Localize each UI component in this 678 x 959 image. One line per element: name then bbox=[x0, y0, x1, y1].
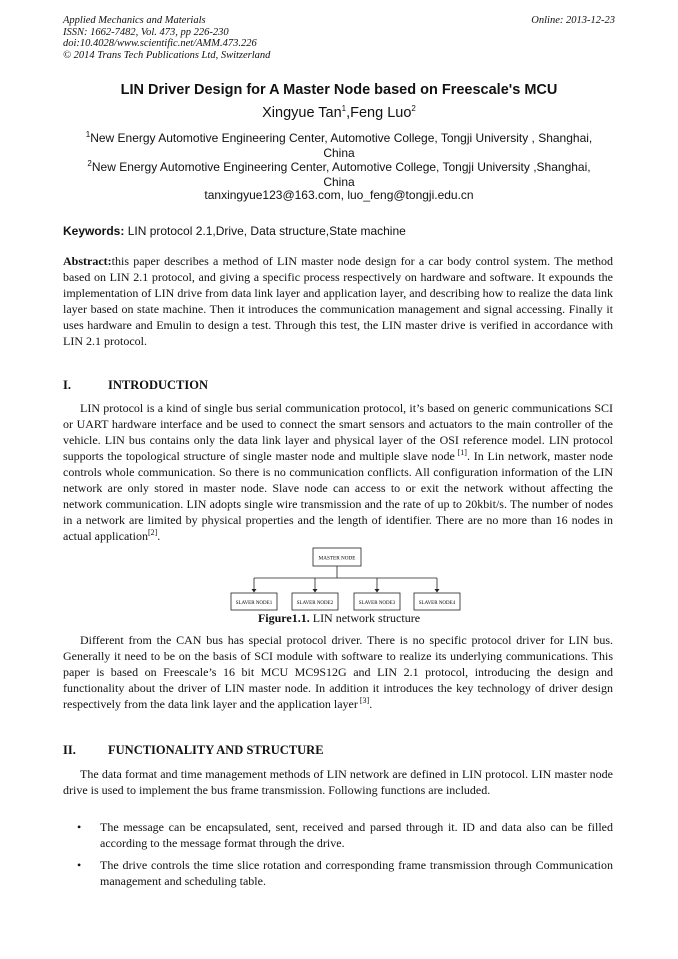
section-1-paragraph-2 bbox=[63, 632, 613, 712]
s1p1-text-b: . In Lin network, master node controls whole communication. So there is no communication conflicts. All configuration information of the LIN network are only stored in master node. Slave node can access to or exit the network without affecting the network communication. LIN adopts single wire transmission and the rate of up to 20kbit/s. The number of nodes in a network are limited by physical properties and the length of identifier. There are no more than 16 nodes in actual application bbox=[63, 449, 614, 543]
affiliation-1-line1: New Energy Automotive Engineering Center, Automotive College, Tongji University , Shanghai, bbox=[90, 131, 593, 145]
keywords bbox=[63, 224, 406, 238]
affiliation-2-line1: New Energy Automotive Engineering Center, Automotive College, Tongji University ,Shanghai, bbox=[91, 160, 591, 174]
abstract-text: this paper describes a method of LIN master node design for a car body control system. The method based on LIN 2.1 protocol, and giving a specific process respectively on hardware and software. It expounds the implementation of LIN drive from data link layer and application layer, and describing how to realize the data link layer based on state machine. Then it introduces the communication management and signal accessing. Finally it uses hardware and Emulin to design a test. Through this test, the LIN master drive is verified in accordance with LIN 2.1 protocol. bbox=[63, 254, 613, 348]
online-date: Online: 2013-12-23 bbox=[531, 15, 615, 26]
journal-header bbox=[63, 15, 270, 61]
section-1-number: I. bbox=[63, 378, 71, 392]
paper-title: LIN Driver Design for A Master Node based on Freescale's MCU bbox=[120, 82, 558, 98]
abstract-label: Abstract: bbox=[63, 254, 112, 268]
s1p2-text-a: Different from the CAN bus has special protocol driver. There is no specific protocol driver for LIN bus. Generally it need to be on the basis of SCI module with software to realize its underlying communications. This paper is based on Freescale’s 16 bit MCU MC9S12G and LIN 2.1 protocol, introducing the design and functionality about the driver of LIN master node. In addition it introduces the key technology of driver design respectively from the data link layer and the application layer bbox=[63, 633, 613, 711]
author-line bbox=[0, 105, 678, 121]
abstract bbox=[63, 253, 613, 349]
slave-1-arrow-icon bbox=[252, 589, 257, 593]
citation-3: [3] bbox=[357, 696, 370, 705]
affiliation-1 bbox=[60, 131, 618, 161]
list-item-text-2: The drive controls the time slice rotation and corresponding frame transmission through Communication management and scheduling table. bbox=[100, 858, 613, 888]
slave-3-arrow-icon bbox=[375, 589, 380, 593]
slave-node-4-label: SLAVER NODE4 bbox=[418, 601, 456, 606]
function-list bbox=[63, 819, 613, 895]
affiliation-2-sup: 2 bbox=[87, 159, 92, 168]
keywords-label: Keywords: bbox=[63, 224, 125, 238]
author-1-sup: 1 bbox=[341, 104, 347, 114]
master-node-label: MASTER NODE bbox=[318, 555, 356, 562]
affiliation-1-line2: China bbox=[323, 146, 355, 160]
author-1: Xingyue Tan bbox=[262, 105, 342, 121]
slave-node-3-label: SLAVER NODE3 bbox=[358, 601, 396, 606]
affiliation-2-line2: China bbox=[323, 175, 355, 189]
author-sep: , bbox=[346, 105, 351, 121]
copyright-line: © 2014 Trans Tech Publications Ltd, Switzerland bbox=[63, 49, 271, 61]
journal-name: Applied Mechanics and Materials bbox=[63, 15, 206, 26]
affiliation-1-sup: 1 bbox=[85, 130, 91, 139]
section-2-number: II. bbox=[63, 743, 76, 757]
list-item-text-1: The message can be encapsulated, sent, received and parsed through it. ID and data also can be filled according to the message format through the drive. bbox=[100, 820, 613, 850]
section-1-title: INTRODUCTION bbox=[108, 378, 209, 392]
lin-network-figure bbox=[225, 545, 470, 615]
issn-line: ISSN: 1662-7482, Vol. 473, pp 226-230 bbox=[63, 26, 229, 38]
list-item bbox=[63, 857, 613, 889]
s1p1-text-a: LIN protocol is a kind of single bus serial communication protocol, it’s based on generic communications SCI or UART hardware interface and be used to connect the smart sensors and actuators to the main controller of the vehicle. LIN bus contains only the data link layer and physical layer of the OSI reference model. LIN protocol supports the topological structure of single master node and multiple slave node bbox=[63, 401, 613, 463]
slave-4-arrow-icon bbox=[435, 589, 440, 593]
author-2: Feng Luo bbox=[350, 105, 412, 121]
figure-caption bbox=[0, 611, 678, 626]
citation-2: [2] bbox=[147, 528, 158, 537]
bullet-icon: • bbox=[77, 820, 82, 834]
section-1-heading bbox=[63, 378, 208, 393]
author-2-sup: 2 bbox=[411, 104, 416, 114]
s1p2-text-b: . bbox=[369, 697, 373, 711]
s2p1-text: The data format and time management methods of LIN network are defined in LIN protocol. LIN master node drive is used to implement the bus frame transmission. Following functions are included. bbox=[63, 767, 613, 797]
slave-2-arrow-icon bbox=[313, 589, 318, 593]
section-2-title: FUNCTIONALITY AND STRUCTURE bbox=[108, 743, 324, 757]
figure-caption-text: LIN network structure bbox=[309, 611, 421, 625]
bullet-icon: • bbox=[77, 858, 82, 872]
s1p1-text-c: . bbox=[157, 529, 161, 543]
section-1-paragraph-1 bbox=[63, 400, 613, 544]
section-2-paragraph-1 bbox=[63, 766, 613, 798]
section-2-heading bbox=[63, 743, 324, 758]
slave-node-2-label: SLAVER NODE2 bbox=[296, 601, 334, 606]
list-item bbox=[63, 819, 613, 851]
figure-caption-label: Figure1.1. bbox=[257, 611, 310, 625]
affiliation-2 bbox=[60, 160, 618, 190]
citation-1: [1] bbox=[454, 448, 467, 457]
keywords-text: LIN protocol 2.1,Drive, Data structure,State machine bbox=[124, 224, 406, 238]
slave-node-1-label: SLAVER NODE1 bbox=[235, 601, 273, 606]
author-emails: tanxingyue123@163.com, luo_feng@tongji.edu.cn bbox=[204, 188, 474, 202]
doi-line: doi:10.4028/www.scientific.net/AMM.473.226 bbox=[63, 38, 257, 50]
